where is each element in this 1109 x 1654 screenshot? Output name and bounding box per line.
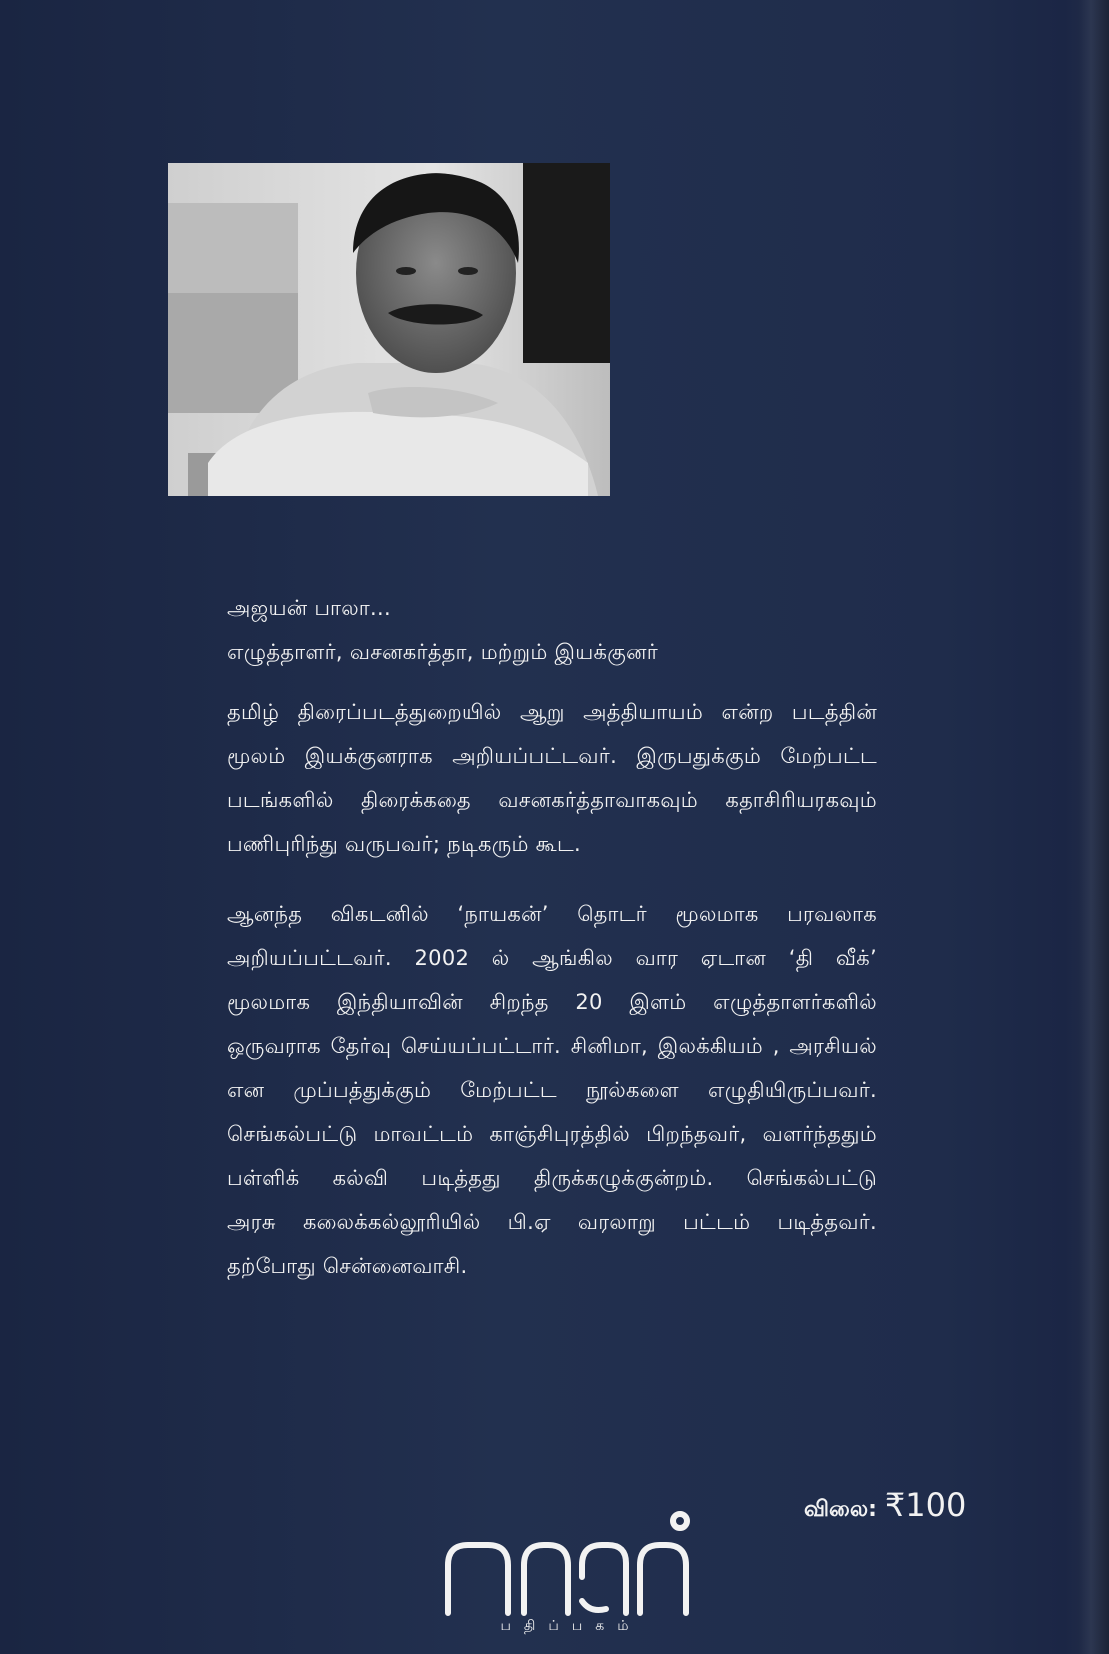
bio-paragraph-2-line: அரசு கலைக்கல்லூரியில் பி.ஏ வரலாறு பட்டம் படித்தவர். <box>227 1210 877 1234</box>
bio-paragraph-2-line: பள்ளிக் கல்வி படித்தது திருக்கழுக்குன்றம். செங்கல்பட்டு <box>227 1166 877 1190</box>
bio-paragraph-1-line: பணிபுரிந்து வருபவர்; நடிகரும் கூட. <box>227 832 581 856</box>
bio-paragraph-2-line: தற்போது சென்னைவாசி. <box>227 1254 468 1278</box>
bio-paragraph-2-line: மூலமாக இந்தியாவின் சிறந்த 20 இளம் எழுத்தாளர்களில் <box>227 990 877 1014</box>
bio-paragraph-2-line: செங்கல்பட்டு மாவட்டம் காஞ்சிபுரத்தில் பிறந்தவர், வளர்ந்ததும் <box>227 1122 877 1146</box>
bio-paragraph-1-line: தமிழ் திரைப்படத்துறையில் ஆறு அத்தியாயம் என்ற படத்தின் <box>227 700 877 724</box>
bio-paragraph-2-line: என முப்பத்துக்கும் மேற்பட்ட நூல்களை எழுதியிருப்பவர். <box>227 1078 877 1102</box>
bio-paragraph-2-line: ஆனந்த விகடனில் ‘நாயகன்’ தொடர் மூலமாக பரவலாக <box>227 902 877 926</box>
bio-paragraph-2-line: அறியப்பட்டவர். 2002 ல் ஆங்கில வார ஏடான ‘தி வீக்’ <box>227 946 877 970</box>
author-photo-image <box>168 163 610 496</box>
author-name: அஜயன் பாலா... <box>227 596 391 620</box>
author-bio <box>227 586 877 1288</box>
bio-paragraph-2-line: ஒருவராக தேர்வு செய்யப்பட்டார். சினிமா, இலக்கியம் , அரசியல் <box>227 1034 877 1058</box>
bio-paragraph-1-line: படங்களில் திரைக்கதை வசனகர்த்தாவாகவும் கதாசிரியரகவும் <box>227 788 877 812</box>
price-label: விலை: <box>804 1497 877 1522</box>
author-photo <box>168 163 610 496</box>
price-tag <box>804 1486 966 1525</box>
bio-paragraph-1-line: மூலம் இயக்குனராக அறியப்பட்டவர். இருபதுக்கும் மேற்பட்ட <box>227 744 877 768</box>
author-roles: எழுத்தாளர், வசனகர்த்தா, மற்றும் இயக்குனர் <box>227 640 659 664</box>
publisher-subtitle: பதிப்பகம் <box>500 1618 642 1634</box>
cover-edge <box>1079 0 1109 1654</box>
price-amount: ₹100 <box>884 1486 967 1524</box>
